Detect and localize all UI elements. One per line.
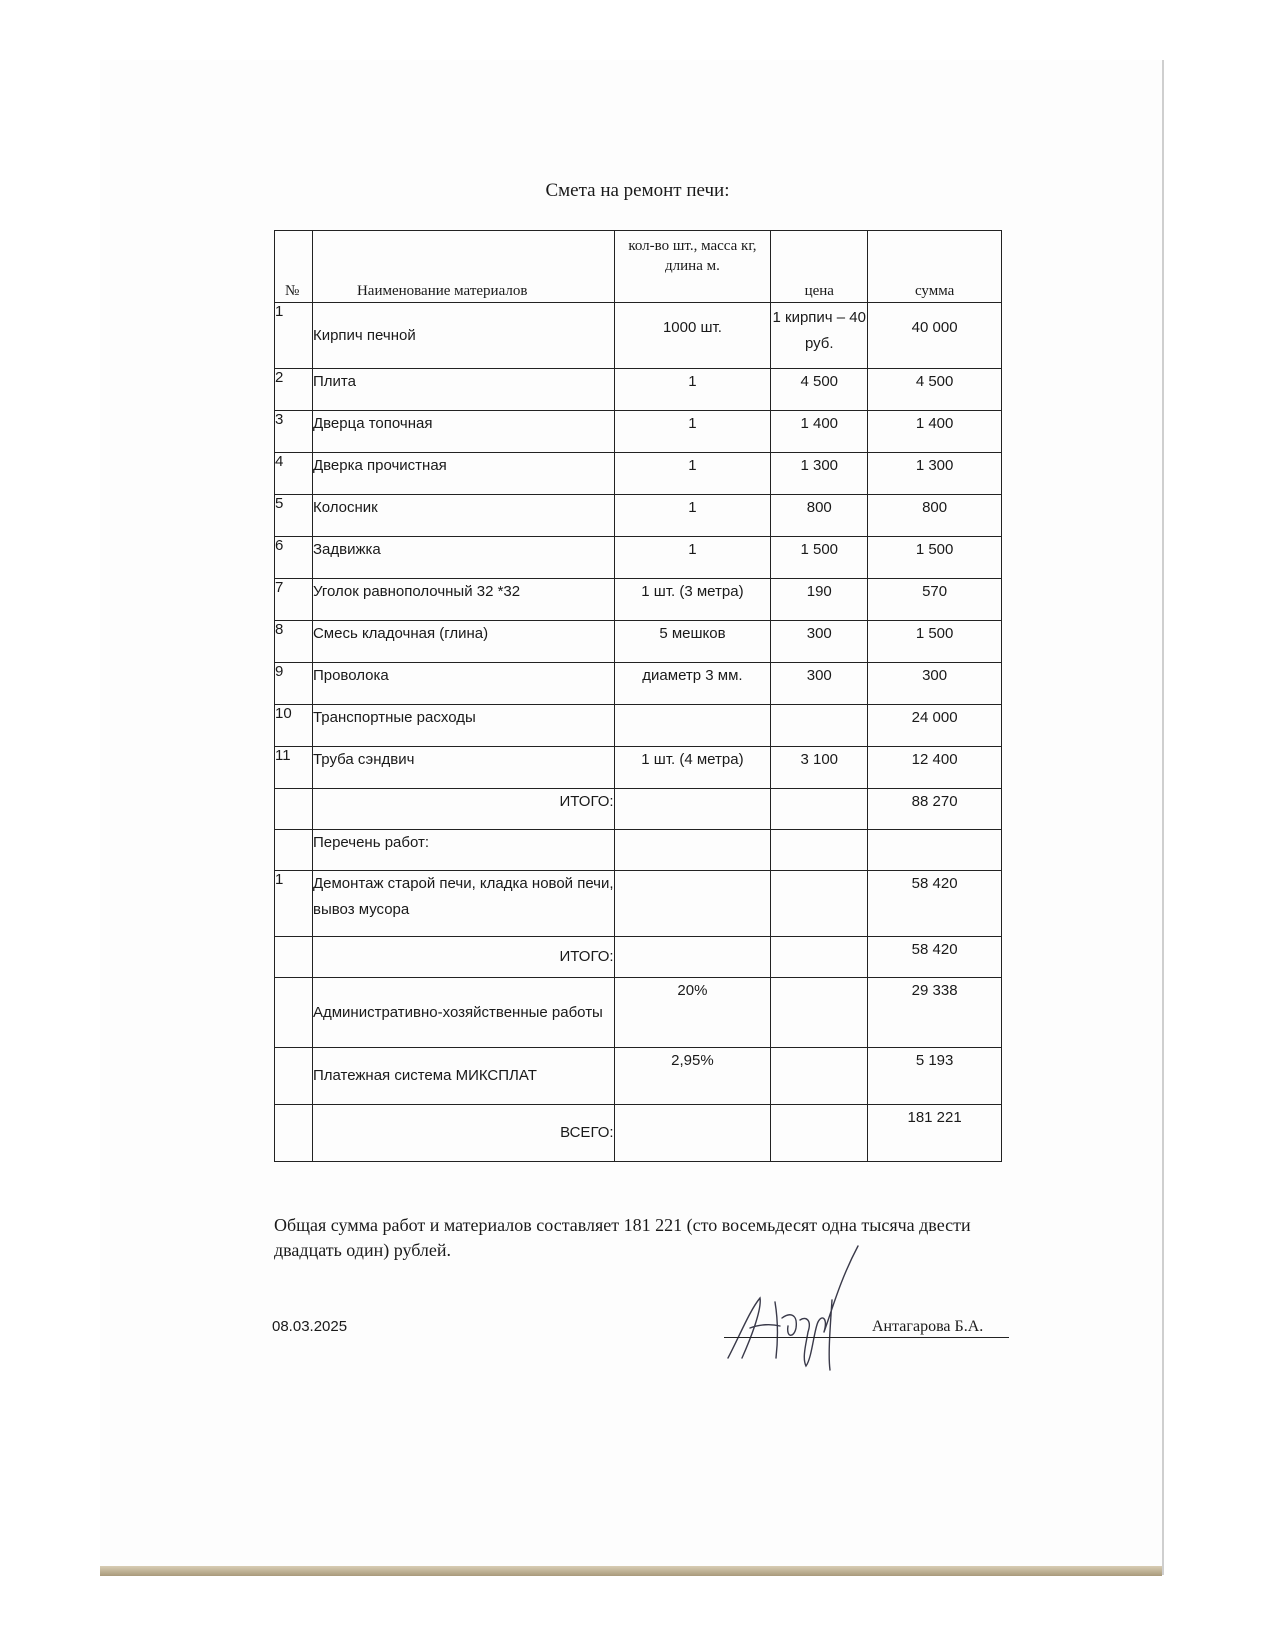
row-qty: 1 xyxy=(614,453,771,495)
table-row xyxy=(275,663,1002,705)
table-row xyxy=(275,579,1002,621)
row-num: 3 xyxy=(275,411,313,453)
table-row xyxy=(275,871,1002,937)
payment-name: Платежная система МИКСПЛАТ xyxy=(312,1048,614,1105)
row-sum: 1 500 xyxy=(868,621,1002,663)
document-date: 08.03.2025 xyxy=(272,1318,348,1335)
row-qty: 1 шт. (4 метра) xyxy=(614,747,771,789)
row-price: 300 xyxy=(771,663,868,705)
estimate-table xyxy=(274,230,1002,1162)
table-header-row xyxy=(275,231,1002,303)
row-num: 6 xyxy=(275,537,313,579)
row-name: Смесь кладочная (глина) xyxy=(312,621,614,663)
admin-row xyxy=(275,978,1002,1048)
materials-total-label: ИТОГО: xyxy=(312,789,614,830)
row-sum: 1 400 xyxy=(868,411,1002,453)
payment-sum: 5 193 xyxy=(868,1048,1002,1105)
row-name: Кирпич печной xyxy=(312,303,614,369)
row-name: Колосник xyxy=(312,495,614,537)
payment-row xyxy=(275,1048,1002,1105)
grand-total-row xyxy=(275,1105,1002,1162)
table-row xyxy=(275,411,1002,453)
row-name: Задвижка xyxy=(312,537,614,579)
row-num: 1 xyxy=(275,303,313,369)
row-sum: 24 000 xyxy=(868,705,1002,747)
row-sum: 58 420 xyxy=(868,871,1002,937)
works-total-row xyxy=(275,937,1002,978)
row-price: 300 xyxy=(771,621,868,663)
page-edge xyxy=(100,1566,1162,1576)
row-sum: 12 400 xyxy=(868,747,1002,789)
row-price: 190 xyxy=(771,579,868,621)
row-name: Транспортные расходы xyxy=(312,705,614,747)
grand-total-sum: 181 221 xyxy=(868,1105,1002,1162)
row-price: 1 кирпич – 40 руб. xyxy=(771,303,868,369)
row-num: 9 xyxy=(275,663,313,705)
table-row xyxy=(275,495,1002,537)
row-num: 1 xyxy=(275,871,313,937)
row-num: 4 xyxy=(275,453,313,495)
row-num: 11 xyxy=(275,747,313,789)
row-qty: 1 xyxy=(614,495,771,537)
row-price: 4 500 xyxy=(771,369,868,411)
row-num: 8 xyxy=(275,621,313,663)
header-qty: кол-во шт., масса кг, длина м. xyxy=(614,231,771,303)
works-heading-row xyxy=(275,830,1002,871)
table-row xyxy=(275,369,1002,411)
document-title: Смета на ремонт печи: xyxy=(545,180,730,201)
row-name: Проволока xyxy=(312,663,614,705)
table-row xyxy=(275,537,1002,579)
row-qty: 5 мешков xyxy=(614,621,771,663)
row-qty xyxy=(614,705,771,747)
header-num: № xyxy=(275,231,313,303)
row-name: Плита xyxy=(312,369,614,411)
row-price xyxy=(771,705,868,747)
signature-line xyxy=(724,1337,1009,1338)
row-sum: 4 500 xyxy=(868,369,1002,411)
row-num: 7 xyxy=(275,579,313,621)
row-sum: 1 300 xyxy=(868,453,1002,495)
table-row xyxy=(275,303,1002,369)
row-qty: диаметр 3 мм. xyxy=(614,663,771,705)
header-price: цена xyxy=(771,231,868,303)
table-row xyxy=(275,621,1002,663)
handwritten-signature-icon xyxy=(720,1240,870,1380)
row-num: 2 xyxy=(275,369,313,411)
grand-total-label: ВСЕГО: xyxy=(312,1105,614,1162)
admin-sum: 29 338 xyxy=(868,978,1002,1048)
row-price: 3 100 xyxy=(771,747,868,789)
row-name: Дверца топочная xyxy=(312,411,614,453)
row-name: Дверка прочистная xyxy=(312,453,614,495)
row-price: 1 400 xyxy=(771,411,868,453)
header-sum: сумма xyxy=(868,231,1002,303)
row-sum: 40 000 xyxy=(868,303,1002,369)
materials-total-row xyxy=(275,789,1002,830)
row-sum: 300 xyxy=(868,663,1002,705)
works-heading: Перечень работ: xyxy=(312,830,614,871)
table-row xyxy=(275,747,1002,789)
works-total-label: ИТОГО: xyxy=(312,937,614,978)
row-price: 1 300 xyxy=(771,453,868,495)
row-name: Демонтаж старой печи, кладка новой печи, вывоз мусора xyxy=(312,871,614,937)
row-name: Труба сэндвич xyxy=(312,747,614,789)
row-qty: 1000 шт. xyxy=(614,303,771,369)
admin-name: Административно-хозяйственные работы xyxy=(312,978,614,1048)
row-qty: 1 шт. (3 метра) xyxy=(614,579,771,621)
table-row xyxy=(275,705,1002,747)
table-row xyxy=(275,453,1002,495)
row-qty: 1 xyxy=(614,369,771,411)
row-sum: 1 500 xyxy=(868,537,1002,579)
row-name: Уголок равнополочный 32 *32 xyxy=(312,579,614,621)
row-qty: 1 xyxy=(614,411,771,453)
row-price: 1 500 xyxy=(771,537,868,579)
row-sum: 570 xyxy=(868,579,1002,621)
materials-total-sum: 88 270 xyxy=(868,789,1002,830)
row-num: 10 xyxy=(275,705,313,747)
admin-qty: 20% xyxy=(614,978,771,1048)
row-price: 800 xyxy=(771,495,868,537)
signer-name: Антагарова Б.А. xyxy=(872,1318,984,1335)
payment-qty: 2,95% xyxy=(614,1048,771,1105)
header-name: Наименование материалов xyxy=(312,231,614,303)
works-total-sum: 58 420 xyxy=(868,937,1002,978)
row-qty: 1 xyxy=(614,537,771,579)
summary-paragraph: Общая сумма работ и материалов составляет 181 221 (сто восемьдесят одна тысяча двести двадцать один) рублей. xyxy=(274,1215,971,1260)
row-sum: 800 xyxy=(868,495,1002,537)
row-num: 5 xyxy=(275,495,313,537)
